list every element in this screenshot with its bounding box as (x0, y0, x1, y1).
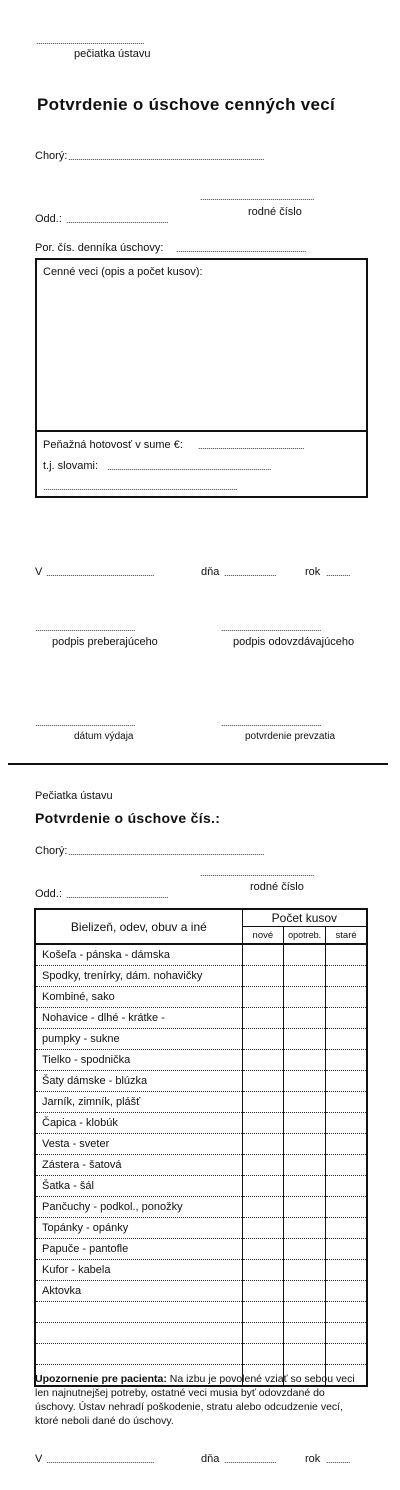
count-new-cell[interactable] (242, 1344, 283, 1365)
used-column-header: opotreb. (283, 927, 325, 945)
count-used-cell[interactable] (283, 1197, 325, 1218)
count-old-cell[interactable] (326, 1176, 367, 1197)
table-row (35, 1281, 367, 1302)
count-new-cell[interactable] (242, 1302, 283, 1323)
count-old-cell[interactable] (326, 1302, 367, 1323)
count-used-cell[interactable] (283, 1260, 325, 1281)
count-old-cell[interactable] (326, 1029, 367, 1050)
count-used-cell[interactable] (283, 944, 325, 966)
count-new-cell[interactable] (242, 1029, 283, 1050)
count-new-cell[interactable] (242, 1281, 283, 1302)
day-field[interactable]: .......................... (224, 568, 277, 578)
item-name-cell: Tielko - spodnička (35, 1050, 242, 1071)
count-old-cell[interactable] (326, 944, 367, 966)
table-row (35, 1134, 367, 1155)
item-name-cell: Topánky - opánky (35, 1218, 242, 1239)
table-row (35, 1260, 367, 1281)
count-old-cell[interactable] (326, 1281, 367, 1302)
patient-label-bottom: Chorý: (35, 845, 68, 857)
receipt-title: Potvrdenie o úschove čís.: (35, 810, 221, 826)
count-new-cell[interactable] (242, 1239, 283, 1260)
count-new-cell[interactable] (242, 1134, 283, 1155)
notice-heading: Upozornenie pre pacienta: (35, 1373, 167, 1385)
valuables-label: Cenné veci (opis a počet kusov): (43, 266, 203, 278)
patient-field[interactable]: .................................................................................................. (68, 152, 265, 162)
item-name-cell: Čapica - klobúk (35, 1113, 242, 1134)
table-row (35, 966, 367, 987)
count-old-cell[interactable] (326, 1071, 367, 1092)
count-new-cell[interactable] (242, 1197, 283, 1218)
place-field-bottom[interactable]: ...................................................... (46, 1455, 155, 1465)
cash-label: Peňažná hotovosť v sume €: (43, 439, 183, 451)
cut-line (8, 763, 388, 765)
item-name-cell: Aktovka (35, 1281, 242, 1302)
year-field-bottom[interactable]: ............ (326, 1455, 351, 1465)
department-field[interactable]: ................................................... (66, 215, 169, 225)
receipt-confirm-label: potvrdenie prevzatia (245, 731, 336, 742)
item-name-cell: Šaty dámske - blúzka (35, 1071, 242, 1092)
count-used-cell[interactable] (283, 1134, 325, 1155)
count-old-cell[interactable] (326, 966, 367, 987)
receiver-signature-label: podpis preberajúceho (52, 636, 158, 648)
count-old-cell[interactable] (326, 1260, 367, 1281)
count-new-cell[interactable] (242, 1092, 283, 1113)
items-column-header: Bielizeň, odev, obuv a iné (35, 909, 242, 944)
table-row (35, 987, 367, 1008)
item-name-cell: Šatka - šál (35, 1176, 242, 1197)
count-new-cell[interactable] (242, 1008, 283, 1029)
item-name-cell: Nohavice - dlhé - krátke - (35, 1008, 242, 1029)
count-new-cell[interactable] (242, 1323, 283, 1344)
new-column-header: nové (242, 927, 283, 945)
count-new-cell[interactable] (242, 1050, 283, 1071)
count-old-cell[interactable] (326, 1134, 367, 1155)
inventory-table (34, 908, 368, 1387)
receipt-confirm-field[interactable]: .................................................. (221, 718, 322, 728)
count-used-cell[interactable] (283, 1155, 325, 1176)
count-used-cell[interactable] (283, 1092, 325, 1113)
count-used-cell[interactable] (283, 1071, 325, 1092)
place-field[interactable]: ...................................................... (46, 568, 155, 578)
item-name-cell (35, 1344, 242, 1365)
item-name-cell: Kufor - kabela (35, 1260, 242, 1281)
department-label-bottom: Odd.: (35, 888, 62, 900)
giver-signature-field[interactable]: .................................................. (221, 623, 322, 633)
item-name-cell: Kombiné, sako (35, 987, 242, 1008)
place-label: V (35, 566, 43, 578)
count-old-cell[interactable] (326, 1218, 367, 1239)
notice-text: Na izbu je povolené vziať so sebou veci len najnutnejšej potreby, ostatné veci musia byť odovzdané do úschovy. Ústav nehradí poškodenie, stratu alebo odcudzenie vecí, ktoré neboli dané do úschovy. (35, 1373, 355, 1427)
journal-number-field[interactable]: ................................................................. (176, 244, 307, 254)
count-used-cell[interactable] (283, 1113, 325, 1134)
stamp-label: pečiatka ústavu (74, 48, 151, 60)
item-name-cell: Spodky, trenírky, dám. nohavičky (35, 966, 242, 987)
count-old-cell[interactable] (326, 1344, 367, 1365)
count-old-cell[interactable] (326, 1323, 367, 1344)
old-column-header: staré (326, 927, 367, 945)
item-name-cell: pumpky - sukne (35, 1029, 242, 1050)
table-row (35, 1155, 367, 1176)
item-name-cell: Zástera - šatová (35, 1155, 242, 1176)
cash-field[interactable]: ..................................................... (198, 441, 305, 451)
count-used-cell[interactable] (283, 1344, 325, 1365)
count-new-cell[interactable] (242, 944, 283, 966)
stamp-label-bottom: Pečiatka ústavu (35, 790, 113, 802)
year-label: rok (305, 566, 321, 578)
birth-number-label-bottom: rodné číslo (250, 881, 304, 893)
patient-field-bottom[interactable]: .................................................................................................. (68, 847, 265, 857)
department-field-bottom[interactable]: ................................................... (66, 890, 169, 900)
day-label: dňa (201, 566, 220, 578)
count-used-cell[interactable] (283, 1029, 325, 1050)
table-row (35, 1050, 367, 1071)
count-used-cell[interactable] (283, 1323, 325, 1344)
count-used-cell[interactable] (283, 1176, 325, 1197)
item-name-cell (35, 1302, 242, 1323)
issue-date-label: dátum výdaja (74, 731, 134, 742)
count-used-cell[interactable] (283, 1008, 325, 1029)
count-new-cell[interactable] (242, 1113, 283, 1134)
count-column-header: Počet kusov (242, 909, 367, 927)
item-name-cell: Jarník, zimník, plášť (35, 1092, 242, 1113)
table-row (35, 1239, 367, 1260)
table-row (35, 1092, 367, 1113)
item-name-cell (35, 1323, 242, 1344)
item-name-cell: Pančuchy - podkol., ponožky (35, 1197, 242, 1218)
item-name-cell: Košeľa - pánska - dámska (35, 944, 242, 966)
count-new-cell[interactable] (242, 966, 283, 987)
giver-signature-label: podpis odovzdávajúceho (233, 636, 355, 648)
count-new-cell[interactable] (242, 1176, 283, 1197)
count-used-cell[interactable] (283, 1281, 325, 1302)
valuables-field[interactable] (35, 258, 368, 430)
words-label: t.j. slovami: (43, 460, 99, 472)
department-label: Odd.: (35, 213, 62, 225)
table-row (35, 1344, 367, 1365)
table-row (35, 1071, 367, 1092)
patient-notice (35, 1372, 367, 1428)
count-used-cell[interactable] (283, 966, 325, 987)
birth-number-field-bottom[interactable]: ......................................................... (200, 868, 315, 878)
table-row (35, 1008, 367, 1029)
item-name-cell: Vesta - sveter (35, 1134, 242, 1155)
words-field[interactable]: .................................................................................. (107, 462, 272, 472)
place-label-bottom: V (35, 1453, 43, 1465)
count-old-cell[interactable] (326, 1197, 367, 1218)
count-used-cell[interactable] (283, 987, 325, 1008)
count-used-cell[interactable] (283, 1302, 325, 1323)
stamp-line: ...................................................... (36, 36, 145, 46)
table-row (35, 1197, 367, 1218)
table-row (35, 1302, 367, 1323)
day-field-bottom[interactable]: .......................... (224, 1455, 277, 1465)
table-row (35, 1029, 367, 1050)
count-new-cell[interactable] (242, 1155, 283, 1176)
count-new-cell[interactable] (242, 1218, 283, 1239)
count-new-cell[interactable] (242, 987, 283, 1008)
day-label-bottom: dňa (201, 1453, 220, 1465)
journal-number-label: Por. čís. denníka úschovy: (35, 242, 164, 254)
words-field-extra[interactable]: ................................................................................................. (43, 482, 238, 492)
table-row (35, 1218, 367, 1239)
count-old-cell[interactable] (326, 1008, 367, 1029)
count-new-cell[interactable] (242, 1071, 283, 1092)
count-old-cell[interactable] (326, 1155, 367, 1176)
count-used-cell[interactable] (283, 1218, 325, 1239)
issue-date-field[interactable]: .................................................. (35, 718, 136, 728)
birth-number-label: rodné číslo (248, 206, 302, 218)
count-used-cell[interactable] (283, 1239, 325, 1260)
count-used-cell[interactable] (283, 1050, 325, 1071)
count-old-cell[interactable] (326, 987, 367, 1008)
receiver-signature-field[interactable]: .................................................. (35, 623, 136, 633)
count-new-cell[interactable] (242, 1260, 283, 1281)
count-old-cell[interactable] (326, 1092, 367, 1113)
table-row (35, 1176, 367, 1197)
year-field[interactable]: ............ (326, 568, 351, 578)
table-row (35, 1113, 367, 1134)
year-label-bottom: rok (305, 1453, 321, 1465)
patient-label: Chorý: (35, 150, 68, 162)
table-row (35, 1323, 367, 1344)
item-name-cell: Papuče - pantofle (35, 1239, 242, 1260)
box-divider (35, 430, 368, 432)
table-row (35, 944, 367, 966)
count-old-cell[interactable] (326, 1050, 367, 1071)
count-old-cell[interactable] (326, 1239, 367, 1260)
birth-number-field[interactable]: ......................................................... (200, 192, 315, 202)
page-title: Potvrdenie o úschove cenných vecí (37, 95, 336, 114)
count-old-cell[interactable] (326, 1113, 367, 1134)
